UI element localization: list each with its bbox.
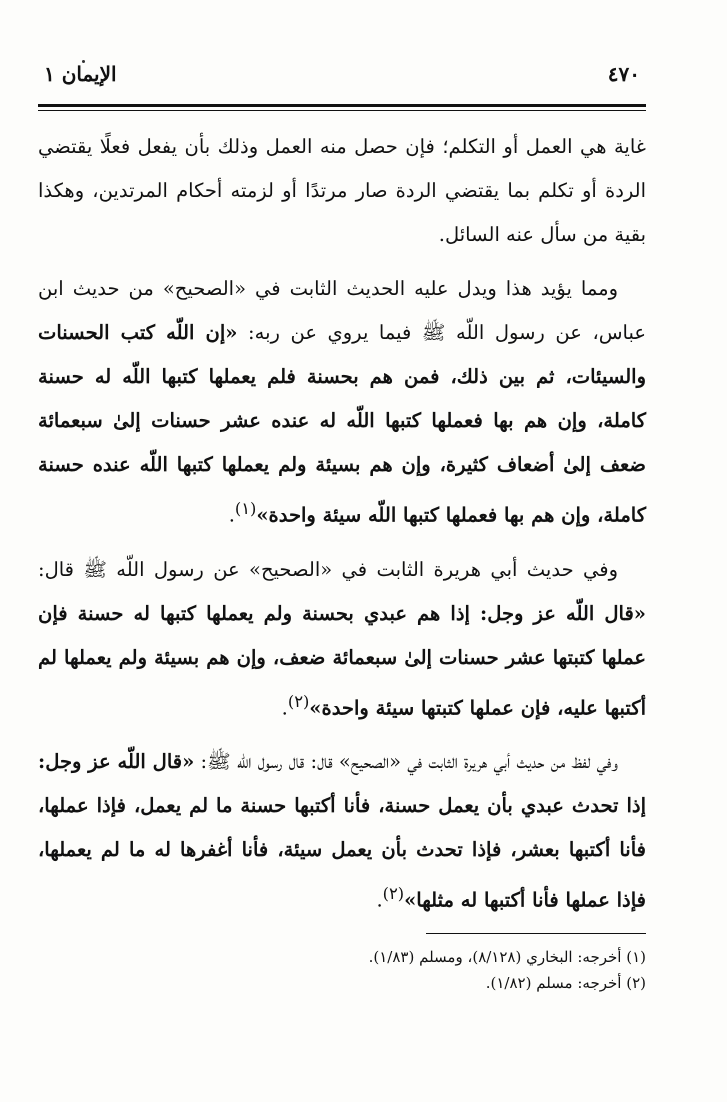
page-body [38, 125, 646, 923]
paragraph-4-end: . [376, 888, 383, 912]
paragraph-2 [38, 267, 646, 538]
footnote-ref-2: (٢) [287, 691, 310, 711]
running-header [38, 62, 646, 102]
footnote-1: (١) أخرجه: البخاري (٨/١٢٨)، ومسلم (١/٨٣). [368, 947, 646, 966]
paragraph-1: غاية هي العمل أو التكلم؛ فإن حصل منه العمل وذلك بأن يفعل فعلًا يقتضي الردة أو تكلم بما يقتضي الردة صار مرتدًا أو لزمته أحكام المرتدين، وهكذا بقية من سأل عنه السائل. [38, 135, 646, 246]
paragraph-2-end: . [228, 503, 235, 527]
hadith-quote-3: «قال اللّه عز وجل: إذا تحدث عبدي بأن يعمل حسنة، فأنا أكتبها حسنة ما لم يعمل، فإذا عملها، فأنا أكتبها بعشر، فإذا تحدث بأن يعمل سيئة، فأنا أغفرها له ما لم يعملها، فإذا عملها فأنا أكتبها له مثلها» [38, 750, 646, 912]
paragraph-3 [38, 548, 646, 731]
hadith-quote-1: «إن اللّه كتب الحسنات والسيئات، ثم بين ذلك، فمن هم بحسنة فلم يعملها كتبها اللّه له حسنة كاملة، وإن هم بها فعملها كتبها اللّه له عنده عشر حسنات إلىٰ سبعمائة ضعف إلىٰ أضعاف كثيرة، وإن هم بسيئة ولم يعملها كتبها اللّه عنده حسنة كاملة، وإن هم بها فعملها كتبها اللّه سيئة واحدة» [38, 321, 646, 527]
footnote-ref-3: (٢) [382, 884, 405, 903]
footnote-separator [426, 933, 646, 934]
footnote-2: (٢) أخرجه: مسلم (١/٨٢). [485, 973, 646, 992]
page-number: ٤٧٠ [607, 62, 640, 86]
paragraph-4-text: وفي لفظ من حديث أبي هريرة الثابت في «الصحيح» قال: قال رسول اللّه ﷺ: [194, 750, 618, 773]
paragraph-3-end: . [281, 696, 288, 719]
paragraph-4 [38, 740, 646, 923]
header-rule-thin [38, 110, 646, 111]
document-page [38, 62, 646, 996]
header-rule-thick [38, 104, 646, 107]
paragraph-2-text: ومما يؤيد هذا ويدل عليه الحديث الثابت في «الصحيح» من حديث ابن عباس، عن رسول اللّه ﷺ فيما يروي عن ربه: [38, 277, 646, 344]
hadith-quote-2: «قال اللّه عز وجل: إذا هم عبدي بحسنة ولم يعملها كتبها له حسنة فإن عملها كتبتها عشر حسنات إلىٰ سبعمائة ضعف، وإن هم بسيئة ولم يعملها لم أكتبها عليه، فإن عملها كتبتها سيئة واحدة» [38, 601, 646, 719]
footnote-ref-1: (١) [234, 499, 257, 518]
chapter-title: الإيمان ١ [44, 62, 117, 86]
paragraph-3-text: وفي حديث أبي هريرة الثابت في «الصحيح» عن رسول اللّه ﷺ قال: [38, 557, 618, 581]
